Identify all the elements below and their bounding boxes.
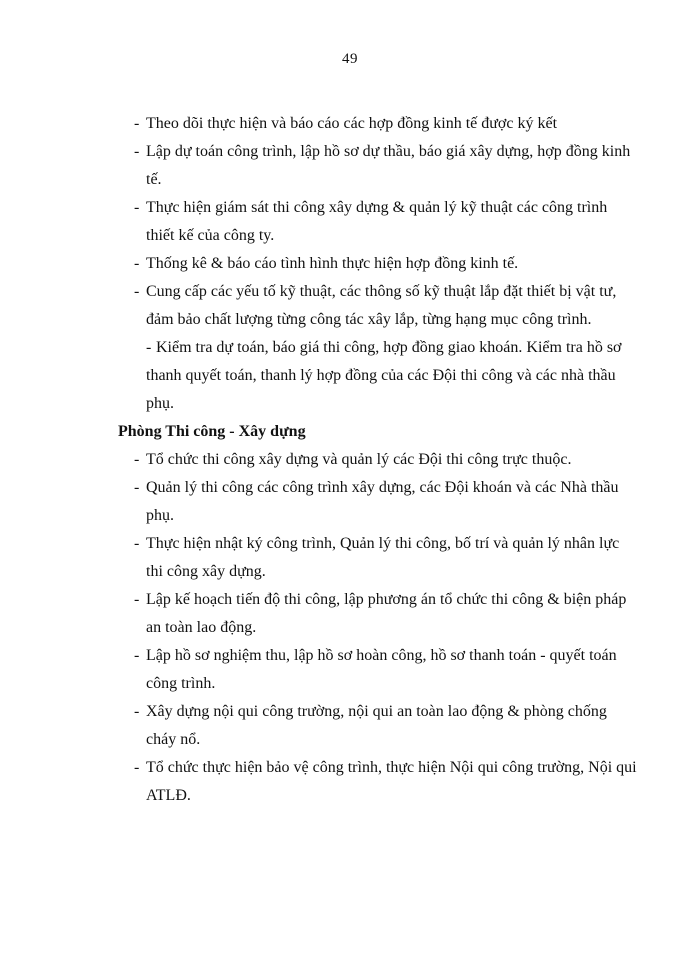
- list-dash: -: [134, 283, 140, 300]
- section-responsibilities-list: [118, 110, 638, 418]
- list-dash: -: [134, 591, 140, 608]
- list-item-text: Lập kế hoạch tiến độ thi công, lập phương án tổ chức thi công & biện pháp an toàn lao động.: [146, 591, 627, 636]
- list-item: [118, 278, 638, 334]
- list-item: [118, 474, 638, 530]
- list-dash: -: [134, 703, 140, 720]
- list-item-text: Thực hiện giám sát thi công xây dựng & quản lý kỹ thuật các công trình thiết kế của công ty.: [146, 199, 608, 244]
- list-item: [118, 110, 638, 138]
- list-dash: -: [134, 759, 140, 776]
- list-item: [118, 586, 638, 642]
- list-item-text: Quản lý thi công các công trình xây dựng, các Đội khoán và các Nhà thầu phụ.: [146, 479, 619, 524]
- list-item-text: Lập dự toán công trình, lập hồ sơ dự thầu, báo giá xây dựng, hợp đồng kinh tế.: [146, 143, 631, 188]
- section-construction-list: [118, 446, 638, 810]
- list-dash: -: [134, 115, 140, 132]
- list-item: [118, 194, 638, 250]
- list-item: [118, 250, 638, 278]
- list-item-text: Lập hồ sơ nghiệm thu, lập hồ sơ hoàn công, hồ sơ thanh toán - quyết toán công trình.: [146, 647, 617, 692]
- list-dash: -: [134, 479, 140, 496]
- list-item: [118, 642, 638, 698]
- list-item: [118, 334, 638, 418]
- list-dash: -: [134, 255, 140, 272]
- list-item: [118, 446, 638, 474]
- list-item-text: Xây dựng nội qui công trường, nội qui an toàn lao động & phòng chống cháy nổ.: [146, 703, 607, 748]
- section-heading: Phòng Thi công - Xây dựng: [118, 423, 306, 440]
- page-content: [118, 110, 638, 810]
- list-item-text: Cung cấp các yếu tố kỹ thuật, các thông số kỹ thuật lắp đặt thiết bị vật tư, đảm bảo chất lượng từng công tác xây lắp, từng hạng mục công trình.: [146, 283, 617, 328]
- list-item-text: Theo dõi thực hiện và báo cáo các hợp đồng kinh tế được ký kết: [146, 115, 558, 132]
- page-number: 49: [342, 51, 358, 67]
- list-item-text: Tổ chức thi công xây dựng và quản lý các Đội thi công trực thuộc.: [146, 451, 572, 468]
- list-item-text: Thực hiện nhật ký công trình, Quản lý thi công, bố trí và quản lý nhân lực thi công xây dựng.: [146, 535, 620, 580]
- list-dash: -: [134, 143, 140, 160]
- list-dash: -: [134, 647, 140, 664]
- list-dash: -: [134, 199, 140, 216]
- list-item: [118, 698, 638, 754]
- list-item: [118, 754, 638, 810]
- list-item-text: Tổ chức thực hiện bảo vệ công trình, thực hiện Nội qui công trường, Nội qui ATLĐ.: [146, 759, 637, 804]
- list-dash: -: [134, 535, 140, 552]
- list-item: [118, 138, 638, 194]
- list-item: [118, 530, 638, 586]
- list-item-text: Kiểm tra dự toán, báo giá thi công, hợp đồng giao khoán. Kiểm tra hồ sơ thanh quyết toán, thanh lý hợp đồng của các Đội thi công và các nhà thầu phụ.: [146, 339, 622, 412]
- list-dash: -: [146, 339, 152, 356]
- list-dash: -: [134, 451, 140, 468]
- list-item-text: Thống kê & báo cáo tình hình thực hiện hợp đồng kinh tế.: [146, 255, 519, 272]
